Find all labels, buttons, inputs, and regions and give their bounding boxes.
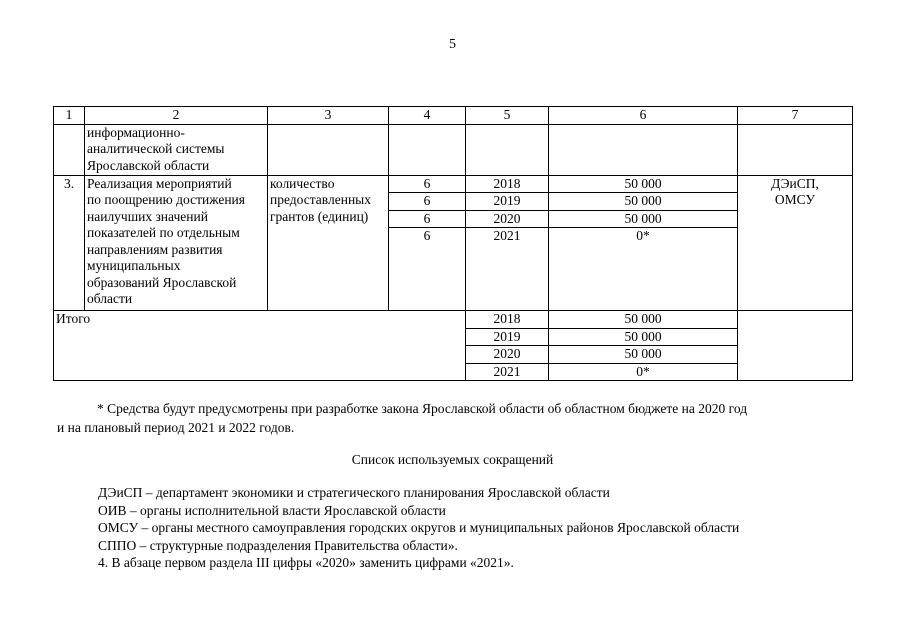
name-line: информационно- bbox=[87, 124, 185, 140]
indicator-cell bbox=[268, 175, 389, 311]
footnote bbox=[57, 399, 857, 437]
table-row-item3 bbox=[54, 175, 853, 193]
name-line: Ярославской области bbox=[87, 157, 210, 173]
executor-cell bbox=[738, 175, 853, 311]
year-cell: 2018 bbox=[466, 311, 549, 329]
year-cell bbox=[466, 124, 549, 175]
name-line: аналитической системы bbox=[87, 141, 225, 156]
table-header-row bbox=[54, 107, 853, 125]
name-line: направлениям развития bbox=[87, 241, 223, 257]
header-cell: 1 bbox=[54, 107, 85, 125]
name-line: муниципальных bbox=[87, 258, 181, 273]
count-cell: 6 bbox=[389, 175, 466, 193]
header-cell: 6 bbox=[549, 107, 738, 125]
abbreviation-item: СППО – структурные подразделения Правительства области». bbox=[98, 537, 458, 553]
indicator-line: количество bbox=[270, 175, 335, 191]
header-cell: 4 bbox=[389, 107, 466, 125]
table-row-total bbox=[54, 311, 853, 329]
executor-cell bbox=[738, 311, 853, 381]
header-cell: 3 bbox=[268, 107, 389, 125]
total-label-cell: Итого bbox=[54, 311, 466, 381]
name-cell bbox=[85, 175, 268, 311]
year-cell: 2019 bbox=[466, 328, 549, 346]
abbreviations-list bbox=[98, 484, 739, 572]
name-line: Реализация мероприятий bbox=[87, 175, 232, 191]
executor-line: ДЭиСП, bbox=[771, 175, 819, 191]
year-cell: 2021 bbox=[466, 228, 549, 311]
count-cell: 6 bbox=[389, 228, 466, 311]
name-line: наилучших значений bbox=[87, 208, 208, 224]
footnote-line: и на плановый период 2021 и 2022 годов. bbox=[57, 420, 295, 435]
header-cell: 7 bbox=[738, 107, 853, 125]
amount-cell: 0* bbox=[549, 228, 738, 311]
name-line: области bbox=[87, 291, 133, 306]
year-cell: 2019 bbox=[466, 193, 549, 211]
abbreviation-item: ДЭиСП – департамент экономики и стратегического планирования Ярославской области bbox=[98, 485, 610, 500]
count-cell bbox=[389, 124, 466, 175]
amount-cell: 50 000 bbox=[549, 346, 738, 364]
year-cell: 2018 bbox=[466, 175, 549, 193]
executor-cell bbox=[738, 124, 853, 175]
abbreviation-item: ОИВ – органы исполнительной власти Ярославской области bbox=[98, 502, 446, 518]
executor-line: ОМСУ bbox=[774, 192, 816, 207]
year-cell: 2020 bbox=[466, 346, 549, 364]
amendment-paragraph: 4. В абзаце первом раздела III цифры «2020» заменить цифрами «2021». bbox=[98, 555, 514, 570]
year-cell: 2020 bbox=[466, 210, 549, 228]
num-cell bbox=[54, 124, 85, 175]
indicator-line: грантов (единиц) bbox=[270, 208, 369, 224]
page-number: 5 bbox=[449, 37, 456, 52]
header-cell: 5 bbox=[466, 107, 549, 125]
amount-cell: 50 000 bbox=[549, 210, 738, 228]
footnote-text: * Средства будут предусмотрены при разработке закона Ярославской области об областном бюджете на 2020 год bbox=[97, 401, 748, 416]
amount-cell: 50 000 bbox=[549, 193, 738, 211]
program-table bbox=[53, 106, 853, 381]
header-cell: 2 bbox=[85, 107, 268, 125]
year-cell: 2021 bbox=[466, 363, 549, 381]
amount-cell: 50 000 bbox=[549, 175, 738, 193]
table-row-continued bbox=[54, 124, 853, 175]
amount-cell: 50 000 bbox=[549, 311, 738, 329]
abbreviation-item: ОМСУ – органы местного самоуправления городских округов и муниципальных районов Ярославской области bbox=[98, 520, 740, 535]
name-cell bbox=[85, 124, 268, 175]
count-cell: 6 bbox=[389, 193, 466, 211]
name-line: показателей по отдельным bbox=[87, 225, 240, 240]
indicator-line: предоставленных bbox=[270, 192, 371, 207]
footnote-line bbox=[57, 399, 857, 418]
abbreviations-title: Список используемых сокращений bbox=[351, 452, 554, 467]
amount-cell: 0* bbox=[549, 363, 738, 381]
num-cell: 3. bbox=[54, 175, 85, 311]
amount-cell: 50 000 bbox=[549, 328, 738, 346]
name-line: по поощрению достижения bbox=[87, 192, 245, 207]
amount-cell bbox=[549, 124, 738, 175]
count-cell: 6 bbox=[389, 210, 466, 228]
name-line: образований Ярославской bbox=[87, 274, 237, 290]
indicator-cell bbox=[268, 124, 389, 175]
